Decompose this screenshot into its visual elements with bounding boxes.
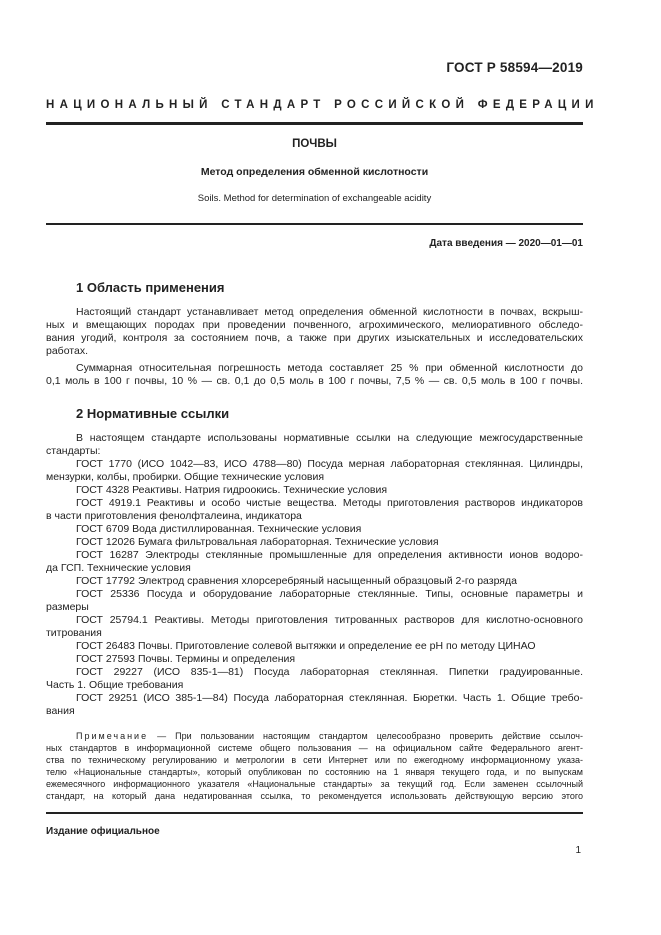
reference-line: ГОСТ 26483 Почвы. Приготовление солевой вытяжки и определение ее pH по методу ЦИНАО: [76, 640, 536, 652]
note-line: стандарт, на который дана недатированная ссылка, то рекомендуется использовать действующую версию этого: [46, 791, 583, 801]
reference-line: ГОСТ 16287 Электроды стеклянные промышленные для определения активности ионов водоро-: [76, 549, 583, 561]
footer-rule: [46, 812, 583, 814]
note-text: — При пользовании настоящим стандартом целесообразно проверить действие ссылоч-: [157, 731, 583, 741]
document-title: ПОЧВЫ: [292, 138, 337, 150]
national-standard-heading: НАЦИОНАЛЬНЫЙ СТАНДАРТ РОССИЙСКОЙ ФЕДЕРАЦИИ: [46, 99, 599, 111]
english-title: Soils. Method for determination of exchangeable acidity: [197, 193, 432, 204]
reference-line: ГОСТ 12026 Бумага фильтровальная лабораторная. Технические условия: [76, 536, 439, 548]
note-block: [46, 730, 583, 802]
text-line: ных и вмещающих породах при проведении почвенного, агрохимического, мелиоративного обследо-: [46, 319, 583, 331]
reference-line: ГОСТ 1770 (ИСО 1042—83, ИСО 4788—80) Посуда мерная лабораторная стеклянная. Цилиндры,: [76, 458, 583, 470]
reference-line: мензурки, колбы, пробирки. Общие технические условия: [46, 471, 325, 483]
reference-line: да ГСП. Технические условия: [46, 562, 191, 574]
text-line: стандарты:: [46, 445, 101, 457]
text-line: Суммарная относительная погрешность метода составляет 25 % при обменной кислотности до: [76, 362, 583, 374]
reference-line: ГОСТ 29251 (ИСО 385-1—84) Посуда лабораторная стеклянная. Бюретки. Часть 1. Общие требо-: [76, 692, 583, 704]
reference-line: вания: [46, 705, 75, 717]
reference-line: ГОСТ 6709 Вода дистиллированная. Технические условия: [76, 523, 362, 535]
text-line: вания угодий, контроля за состоянием почв, а также при других изыскательных и исследовательских: [46, 332, 583, 344]
document-subtitle: Метод определения обменной кислотности: [200, 166, 429, 178]
section-2-references: [46, 432, 583, 718]
date-of-introduction: Дата введения — 2020—01—01: [429, 238, 583, 249]
note-line: ных стандартов в информационной системе общего пользования — на официальном сайте Федерального агент-: [46, 743, 583, 753]
reference-line: ГОСТ 25794.1 Реактивы. Методы приготовления титрованных растворов для кислотно-основного: [76, 614, 583, 626]
section-1-heading: 1 Область применения: [76, 280, 225, 295]
document-designation: ГОСТ Р 58594—2019: [446, 60, 583, 75]
reference-line: ГОСТ 25336 Посуда и оборудование лабораторные стеклянные. Типы, основные параметры и: [76, 588, 583, 600]
note-line: ства по техническому регулированию и метрологии в сети Интернет или по ежегодному информационному указа-: [46, 755, 583, 765]
reference-line: в части приготовления фенолфталеина, индикатора: [46, 510, 302, 522]
reference-line: ГОСТ 29227 (ИСО 835-1—81) Посуда лабораторная стеклянная. Пипетки градуированные.: [76, 666, 583, 678]
title-rule: [46, 223, 583, 225]
note-label: Примечание: [76, 731, 149, 741]
reference-line: размеры: [46, 601, 89, 613]
text-line: Настоящий стандарт устанавливает метод определения обменной кислотности в почвах, вскрыш-: [76, 306, 583, 318]
note-line: ежемесячного информационного указателя «Национальные стандарты» за текущий год. Если заменен ссылочный: [46, 779, 583, 789]
text-line: 0,1 моль в 100 г почвы, 10 % — св. 0,1 до 0,5 моль в 100 г почвы, 7,5 % — св. 0,5 моль в 100 г почвы.: [46, 375, 583, 387]
reference-line: титрования: [46, 627, 102, 639]
note-line: [46, 730, 583, 742]
header-rule: [46, 122, 583, 125]
reference-line: Часть 1. Общие требования: [46, 679, 184, 691]
reference-line: ГОСТ 4919.1 Реактивы и особо чистые вещества. Методы приготовления растворов индикаторов: [76, 497, 583, 509]
reference-line: ГОСТ 17792 Электрод сравнения хлорсеребряный насыщенный образцовый 2-го разряда: [76, 575, 517, 587]
official-edition-label: Издание официальное: [46, 826, 160, 837]
text-line: работах.: [46, 345, 88, 357]
note-line: телю «Национальные стандарты», который опубликован по состоянию на 1 января текущего года, и по выпускам: [46, 767, 583, 777]
section-1-paragraph-1: [46, 306, 583, 358]
page-number: 1: [575, 845, 581, 856]
reference-line: ГОСТ 4328 Реактивы. Натрия гидроокись. Технические условия: [76, 484, 388, 496]
section-2-heading: 2 Нормативные ссылки: [76, 406, 230, 421]
section-1-paragraph-2: [46, 362, 583, 388]
text-line: В настоящем стандарте использованы нормативные ссылки на следующие межгосударственные: [76, 432, 583, 444]
reference-line: ГОСТ 27593 Почвы. Термины и определения: [76, 653, 296, 665]
